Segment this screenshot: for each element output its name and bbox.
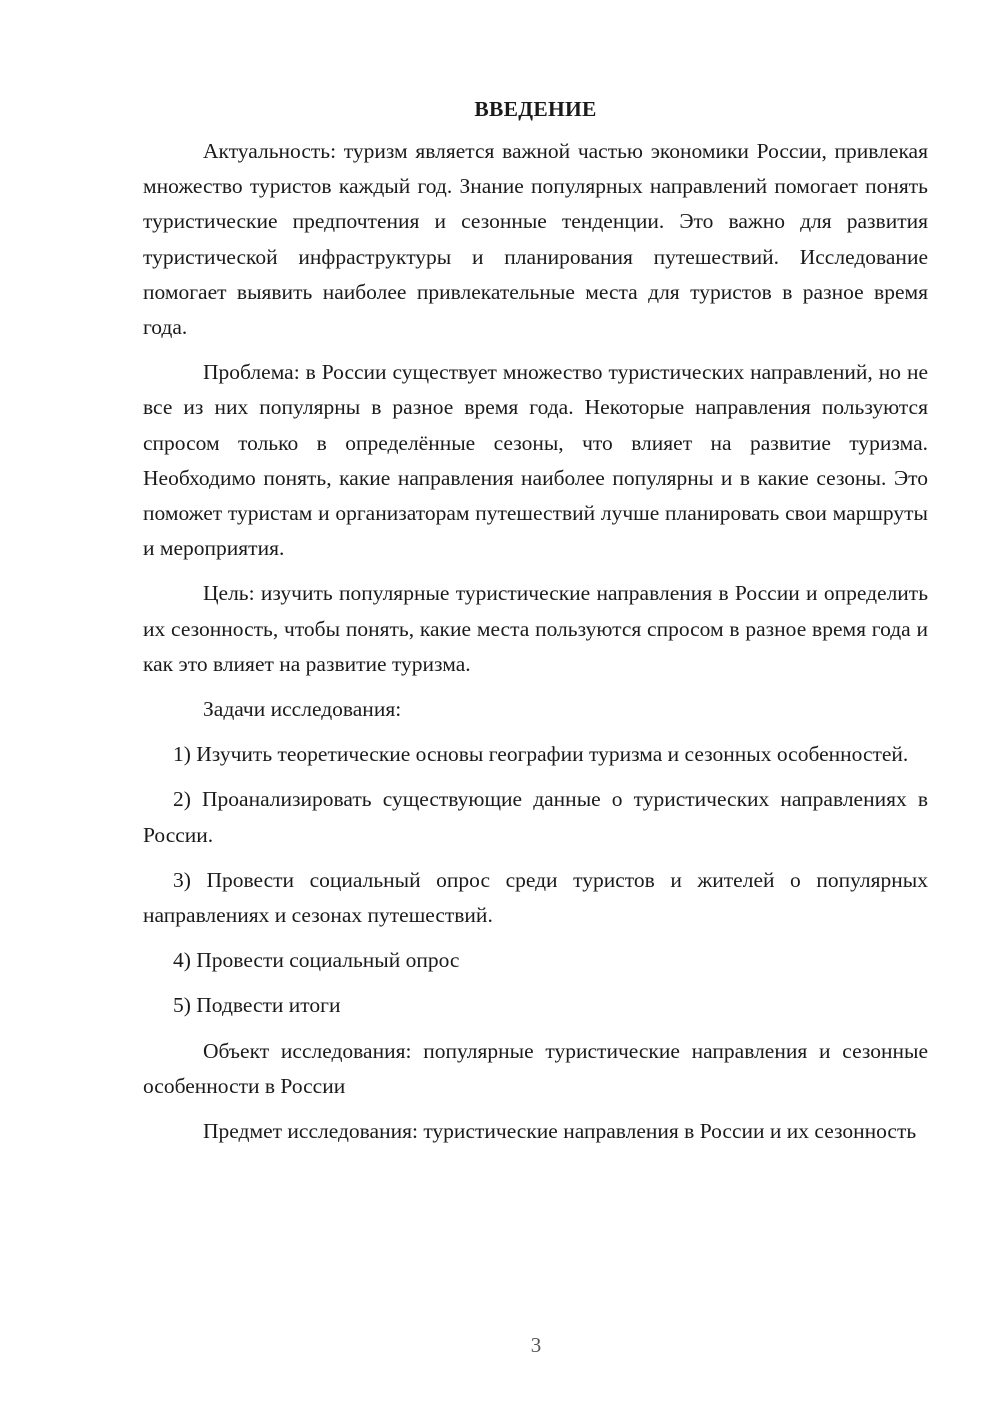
object-paragraph: Объект исследования: популярные туристические направления и сезонные особенности в России [143, 1038, 928, 1098]
page-number: 3 [530, 1333, 542, 1357]
list-item: 5) Подвести итоги [173, 993, 341, 1018]
list-item: 3) Провести социальный опрос среди туристов и жителей о популярных направлениях и сезонах путешествий. [143, 867, 928, 928]
page-title: ВВЕДЕНИЕ [474, 97, 597, 121]
document-page [143, 92, 928, 1149]
subject-paragraph: Предмет исследования: туристические направления в России и их сезонность [203, 1119, 917, 1144]
relevance-paragraph: Актуальность: туризм является важной частью экономики России, привлекая множество туристов каждый год. Знание популярных направлений помогает понять туристические предпочтения и сезонные тенденции. Это важно для развития туристической инфраструктуры и планирования путешествий. Исследование помогает выявить наиболее привлекательные места для туристов в разное время года. [143, 139, 928, 340]
list-item: 1) Изучить теоретические основы географии туризма и сезонных особенностей. [173, 742, 909, 767]
problem-paragraph: Проблема: в России существует множество туристических направлений, но не все из них популярны в разное время года. Некоторые направления пользуются спросом только в определённые сезоны, что влияет на развитие туризма. Необходимо понять, какие направления наиболее популярны и в какие сезоны. Это поможет туристам и организаторам путешествий лучше планировать свои маршруты и мероприятия. [143, 360, 928, 561]
list-item: 4) Провести социальный опрос [173, 948, 460, 973]
list-item: 2) Проанализировать существующие данные о туристических направлениях в России. [143, 787, 928, 847]
tasks-list [143, 737, 928, 1023]
tasks-heading: Задачи исследования: [203, 697, 402, 722]
goal-paragraph: Цель: изучить популярные туристические направления в России и определить их сезонность, чтобы понять, какие места пользуются спросом в разное время года и как это влияет на развитие туризма. [143, 581, 928, 676]
